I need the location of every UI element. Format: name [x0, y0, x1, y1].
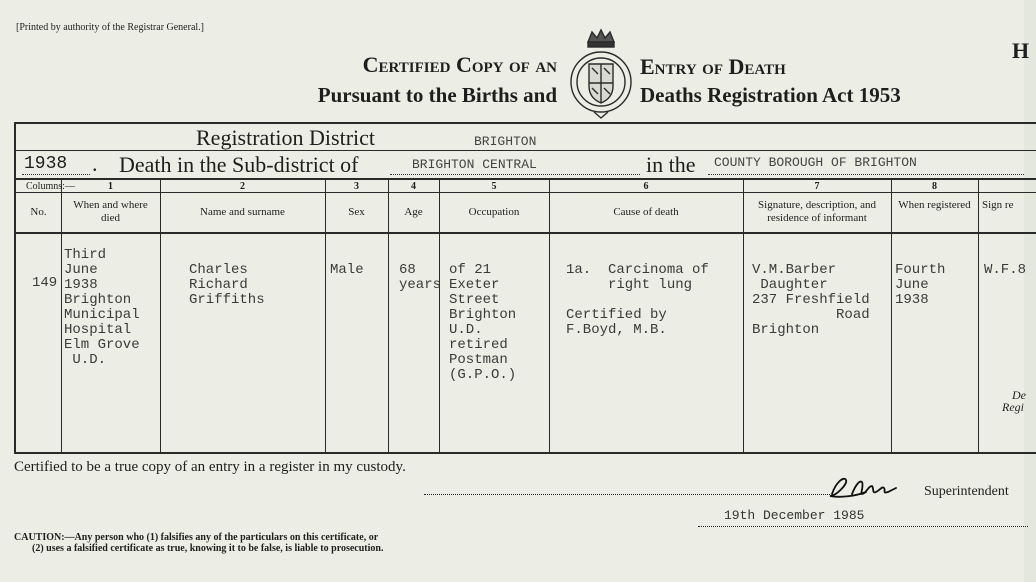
registration-district-label: Registration District — [196, 125, 376, 150]
entry-age: 68 years — [399, 262, 442, 293]
title-right-line1: Entry of Death — [640, 54, 786, 79]
subdistrict-value: BRIGHTON CENTRAL — [412, 157, 537, 172]
caution-line-2: (2) uses a falsified certificate as true, knowing it to be false, is liable to prosecution. — [32, 543, 384, 554]
edge-letter: H — [1012, 38, 1030, 63]
col-divider — [743, 180, 744, 452]
in-the-label: in the — [646, 152, 696, 177]
certificate-date: 19th December 1985 — [724, 508, 865, 523]
subdistrict-label: Death in the Sub-district of — [119, 152, 359, 177]
column-header-sex: Sex — [348, 206, 365, 218]
district-row-rule — [16, 150, 1036, 151]
certified-true-copy-text: Certified to be a true copy of an entry in a register in my custody. — [14, 459, 406, 475]
column-number-7: 7 — [814, 181, 820, 192]
entry-table-frame — [14, 122, 1036, 454]
registration-year: 1938 — [24, 154, 68, 174]
registrar-description-1: De — [1012, 388, 1026, 402]
registrar-description-2: Regi — [1002, 400, 1024, 414]
column-header-signature-registrar: Sign re — [982, 199, 1014, 211]
column-header-name: Name and surname — [200, 206, 285, 218]
column-number-5: 5 — [491, 181, 497, 192]
column-header-cause: Cause of death — [613, 206, 679, 218]
col-divider — [549, 180, 550, 452]
entry-informant: V.M.Barber Daughter 237 Freshfield Road Brighton — [752, 262, 870, 338]
column-header-when-registered: When registered — [898, 199, 971, 211]
caution-notice — [14, 532, 383, 554]
entry-when-registered: Fourth June 1938 — [895, 262, 946, 308]
year-dot: . — [92, 151, 98, 176]
handwritten-signature-icon — [826, 474, 898, 500]
county-value: COUNTY BOROUGH OF BRIGHTON — [714, 155, 917, 170]
date-dotted-line — [698, 526, 1028, 527]
title-right-line2: Deaths Registration Act 1953 — [640, 83, 901, 107]
entry-cause: 1a. Carcinoma of right lung Certified by F.Boyd, M.B. — [566, 262, 709, 338]
superintendent-label: Superintendent — [924, 484, 1009, 499]
column-number-4: 4 — [411, 181, 416, 192]
col-divider — [388, 180, 389, 452]
header-bottom-rule — [16, 232, 1036, 234]
column-number-3: 3 — [354, 181, 359, 192]
col-divider — [891, 180, 892, 452]
column-header-occupation: Occupation — [468, 206, 520, 218]
registration-district-value: BRIGHTON — [474, 134, 537, 149]
royal-coat-of-arms-icon — [568, 28, 634, 120]
printed-authority-note: [Printed by authority of the Registrar General.] — [16, 22, 204, 33]
col-divider — [978, 180, 979, 452]
entry-registrar-signature: W.F.8 — [984, 262, 1027, 278]
column-header-when-where: When and where died — [73, 199, 148, 224]
entry-when-where: Third June 1938 Brighton Municipal Hospital Elm Grove U.D. — [64, 247, 140, 368]
subdistrict-row-rule — [16, 178, 1036, 180]
signature-dotted-line — [424, 494, 830, 495]
columns-label: Columns:— — [26, 181, 75, 192]
column-number-1: 1 — [108, 181, 113, 192]
entry-occupation: of 21 Exeter Street Brighton U.D. retired Postman (G.P.O.) — [449, 262, 517, 383]
title-left-line2: Pursuant to the Births and — [317, 83, 557, 107]
column-header-no: No. — [30, 206, 47, 218]
entry-name: Charles Richard Griffiths — [189, 262, 265, 308]
column-number-6: 6 — [643, 181, 649, 192]
column-number-8: 8 — [932, 181, 937, 192]
column-number-2: 2 — [240, 181, 245, 192]
entry-sex: Male — [330, 262, 364, 278]
col-divider — [325, 180, 326, 452]
column-number-rule — [16, 192, 1036, 193]
col-divider — [160, 180, 161, 452]
column-header-age: Age — [404, 206, 423, 218]
column-header-informant: Signature, description, and residence of informant — [758, 199, 876, 224]
col-divider — [61, 180, 62, 452]
entry-number: 149 — [32, 275, 58, 291]
col-divider — [439, 180, 440, 452]
caution-line-1: CAUTION:—Any person who (1) falsifies any of the particulars on this certificate, or — [14, 532, 379, 543]
title-left-line1: Certified Copy of an — [362, 52, 557, 77]
